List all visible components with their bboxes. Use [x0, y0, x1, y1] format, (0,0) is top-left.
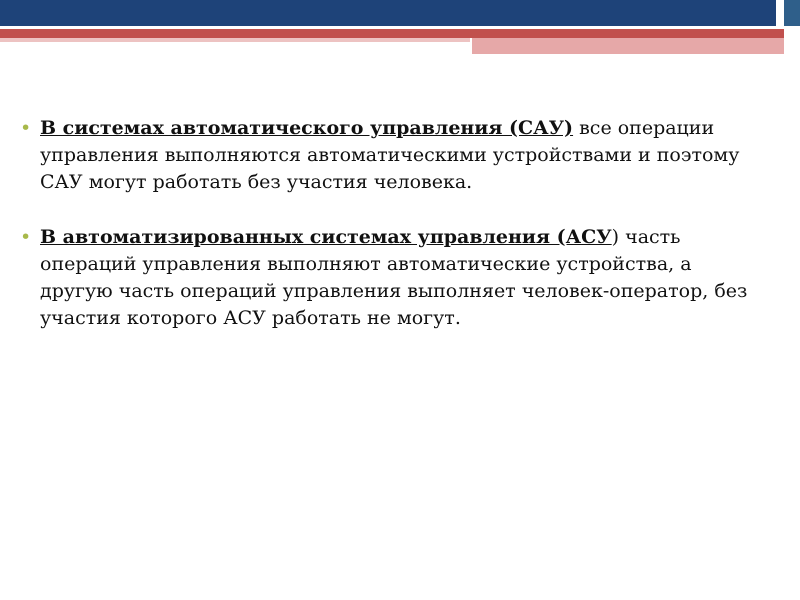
- slide-content: [20, 115, 750, 332]
- bullet-text: все операции управления выполняются автоматическими устройствами и поэтому САУ могут работать без участия человека.: [40, 117, 740, 193]
- header-stripe-pink-left: [0, 38, 470, 42]
- header-stripe-pink-right: [472, 38, 784, 54]
- header-bar: [0, 0, 800, 26]
- bullet-term-suffix: ): [611, 226, 620, 248]
- header-stripe-red: [0, 29, 784, 38]
- header-bar-cap-inner: [784, 0, 800, 26]
- bullet-icon: •: [20, 226, 32, 248]
- bullet-item-sau: [20, 115, 750, 196]
- bullet-term: В автоматизированных системах управления (АСУ: [40, 226, 612, 248]
- bullet-term: В системах автоматического управления (САУ): [40, 117, 574, 139]
- bullet-text: часть операций управления выполняют автоматические устройства, а другую часть операций управления выполняет человек-оператор, без участия которого АСУ работать не могут.: [40, 226, 748, 329]
- bullet-icon: •: [20, 117, 32, 139]
- bullet-item-asu: [20, 224, 750, 332]
